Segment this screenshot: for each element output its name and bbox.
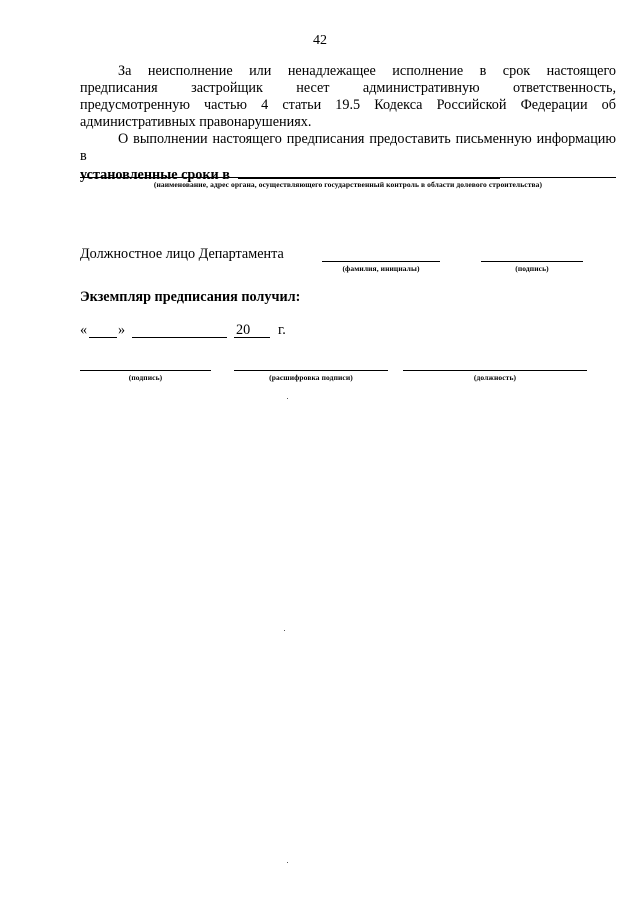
scan-speck <box>287 398 288 399</box>
official-label: Должностное лицо Департамента <box>80 246 284 262</box>
liability-line-4: административных правонарушениях. <box>80 114 312 130</box>
official-name-caption: (фамилия, инициалы) <box>342 264 420 273</box>
open-quote: « <box>80 322 88 338</box>
report-line-1: О выполнении настоящего предписания предоставить письменную информацию в <box>80 131 616 164</box>
liability-line-1: За неисполнение или ненадлежащее исполнение в срок настоящего <box>118 63 616 79</box>
received-heading: Экземпляр предписания получил: <box>80 289 301 305</box>
scan-speck <box>287 862 288 863</box>
receiver-signature-caption: (подпись) <box>128 373 163 382</box>
official-name-line[interactable] <box>322 261 440 262</box>
day-blank[interactable] <box>89 324 117 338</box>
page-number: 42 <box>313 33 327 48</box>
official-signature-caption: (подпись) <box>515 264 549 273</box>
liability-line-2: предписания застройщик несет административную ответственность, <box>80 80 616 96</box>
year-blank[interactable] <box>234 324 270 338</box>
receiver-signature-line[interactable] <box>80 370 211 371</box>
liability-line-3: предусмотренную частью 4 статьи 19.5 Кодекса Российской Федерации об <box>80 97 616 113</box>
receiver-decoding-line[interactable] <box>234 370 388 371</box>
year-suffix: г. <box>278 322 286 338</box>
authority-line[interactable] <box>80 177 616 178</box>
authority-caption: (наименование, адрес органа, осуществляющего государственный контроль в области долевого строительства) <box>153 180 543 189</box>
liability-paragraph <box>80 63 616 131</box>
official-signature-line[interactable] <box>481 261 583 262</box>
received-date-row <box>80 322 320 342</box>
scan-speck <box>284 630 285 631</box>
deadline-label: установленные сроки в <box>80 167 230 183</box>
receiver-decoding-caption: (расшифровка подписи) <box>269 373 353 382</box>
receiver-position-caption: (должность) <box>473 373 517 382</box>
receiver-position-line[interactable] <box>403 370 587 371</box>
year-prefix: 20 <box>236 322 251 338</box>
close-quote: » <box>118 322 126 338</box>
month-blank[interactable] <box>132 324 227 338</box>
